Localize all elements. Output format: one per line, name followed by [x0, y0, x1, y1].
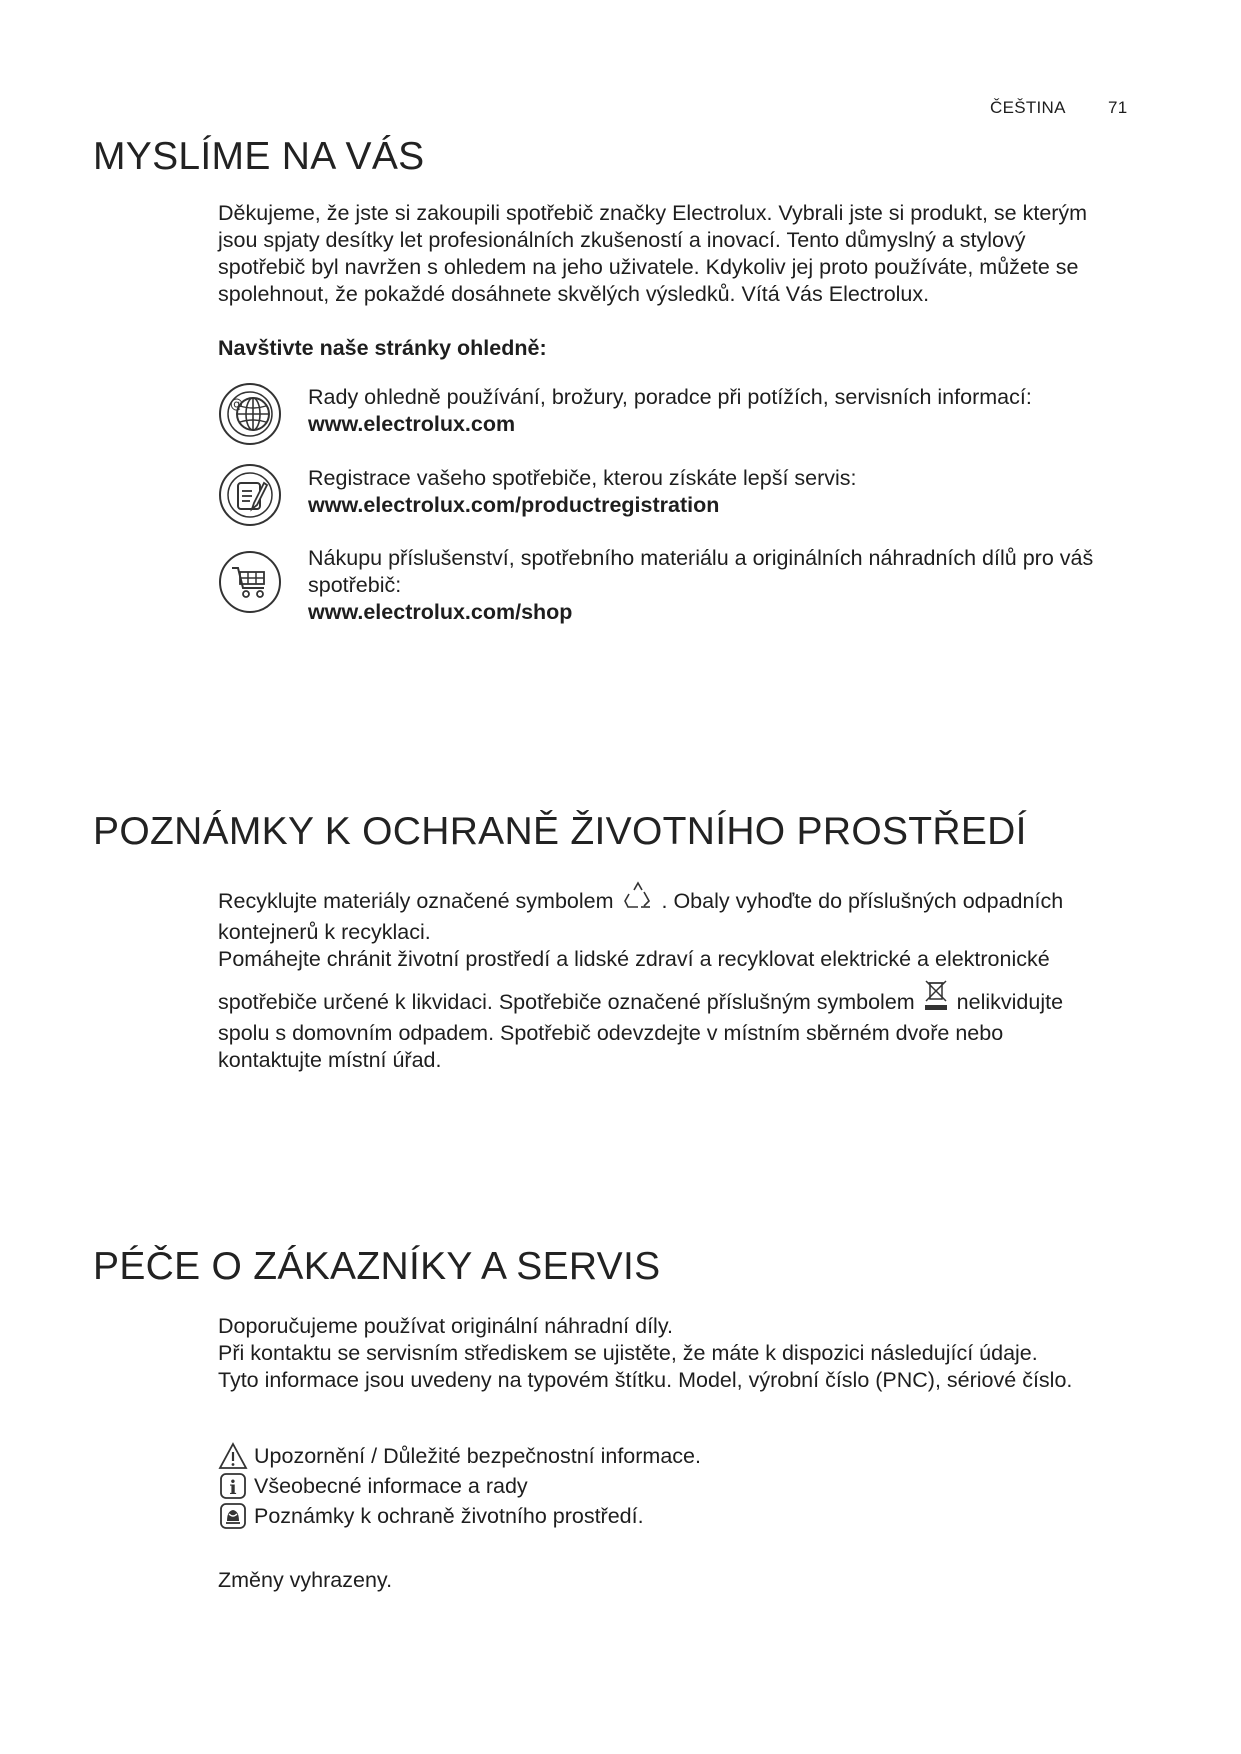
environment-line: kontejnerů k recyklaci. — [218, 920, 431, 944]
changes-reserved-note: Změny vyhrazeny. — [218, 1568, 393, 1592]
care-line: Při kontaktu se servisním střediskem se ujistěte, že máte k dispozici následující údaje. — [218, 1341, 1038, 1365]
warning-icon — [218, 1442, 248, 1470]
environment-icon — [218, 1502, 248, 1530]
intro-line: spotřebič byl navržen s ohledem na jeho uživatele. Kdykoliv jej proto používáte, můžete se — [218, 255, 1079, 279]
legend-row-info — [218, 1471, 701, 1501]
link-description: spotřebič: — [308, 573, 402, 597]
environment-line — [218, 880, 1138, 919]
section-title-customer-care: PÉČE O ZÁKAZNÍKY A SERVIS — [93, 1245, 661, 1288]
intro-line: spolehnout, že pokaždé dosáhnete skvělých výsledků. Vítá Vás Electrolux. — [218, 282, 930, 306]
link-description: Registrace vašeho spotřebiče, kterou získáte lepší servis: — [308, 466, 857, 490]
link-description: Nákupu příslušenství, spotřebního materiálu a originálních náhradních dílů pro váš — [308, 546, 1094, 570]
text-run: Recyklujte materiály označené symbolem — [218, 889, 614, 913]
legend-text: Poznámky k ochraně životního prostředí. — [254, 1504, 644, 1528]
link-description: Rady ohledně používání, brožury, poradce při potížích, servisních informací: — [308, 385, 1032, 409]
recycle-icon — [620, 880, 656, 919]
legend-text: Všeobecné informace a rady — [254, 1474, 528, 1498]
link-url-registration[interactable]: www.electrolux.com/productregistration — [308, 493, 720, 517]
environment-line — [218, 979, 1138, 1020]
environment-line: spolu s domovním odpadem. Spotřebič odevzdejte v místním sběrném dvoře nebo — [218, 1021, 1004, 1045]
environment-paragraph — [218, 880, 1138, 1074]
intro-line: Děkujeme, že jste si zakoupili spotřebič značky Electrolux. Vybrali jste si produkt, se kterým — [218, 201, 1088, 225]
text-run: spotřebiče určené k likvidaci. Spotřebiče označené příslušným symbolem — [218, 990, 915, 1014]
page-header — [990, 98, 1128, 118]
environment-line: Pomáhejte chránit životní prostředí a lidské zdraví a recyklovat elektrické a elektronické — [218, 947, 1050, 971]
care-line: Doporučujeme používat originální náhradní díly. — [218, 1314, 673, 1338]
link-url-support[interactable]: www.electrolux.com — [308, 412, 516, 436]
care-line: Tyto informace jsou uvedeny na typovém štítku. Model, výrobní číslo (PNC), sériové číslo. — [218, 1368, 1073, 1392]
shopping-cart-icon — [218, 550, 282, 614]
text-run: . Obaly vyhoďte do příslušných odpadních — [661, 889, 1064, 913]
globe-icon — [218, 382, 282, 446]
text-run: nelikvidujte — [956, 990, 1064, 1014]
language-label: ČEŠTINA — [990, 98, 1066, 117]
registration-icon — [218, 463, 282, 527]
svg-text:@: @ — [230, 397, 243, 412]
legend-row-warning — [218, 1441, 701, 1471]
info-icon — [218, 1472, 248, 1500]
environment-line: kontaktujte místní úřad. — [218, 1048, 442, 1072]
page-number: 71 — [1108, 98, 1128, 117]
intro-line: jsou spjaty desítky let profesionálních zkušeností a inovací. Tento důmyslný a stylový — [218, 228, 1026, 252]
section-title-environment: POZNÁMKY K OCHRANĚ ŽIVOTNÍHO PROSTŘEDÍ — [93, 810, 1027, 853]
crossed-bin-icon — [921, 979, 951, 1020]
legend-row-environment — [218, 1501, 701, 1531]
symbol-legend — [218, 1441, 701, 1531]
link-url-shop[interactable]: www.electrolux.com/shop — [308, 600, 573, 624]
section-title-thinking-of-you: MYSLÍME NA VÁS — [93, 135, 425, 178]
svg-text:i: i — [229, 1477, 237, 1499]
legend-text: Upozornění / Důležité bezpečnostní informace. — [254, 1444, 701, 1468]
visit-label: Navštivte naše stránky ohledně: — [218, 336, 547, 360]
intro-paragraph — [218, 200, 1138, 308]
customer-care-paragraph — [218, 1313, 1138, 1394]
